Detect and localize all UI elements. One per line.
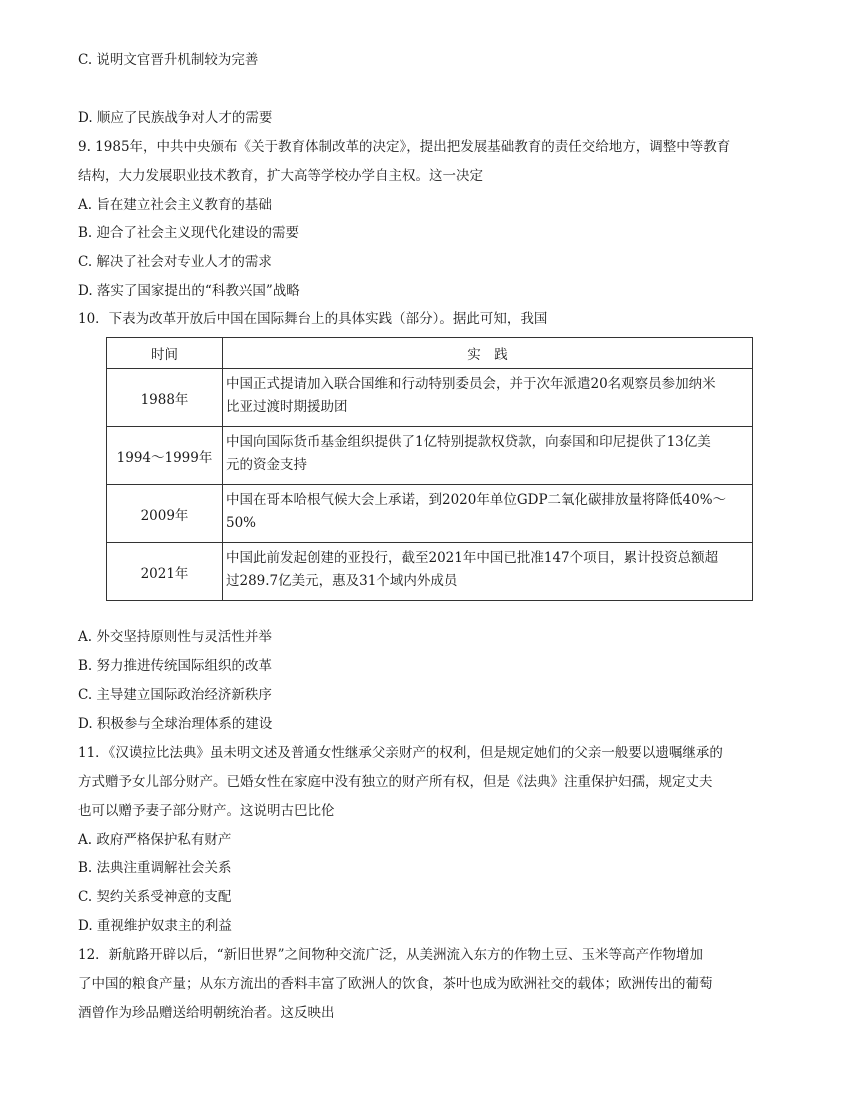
cell-line: 过289.7亿美元，惠及31个域内外成员 bbox=[226, 573, 458, 589]
table-cell-practice bbox=[223, 485, 753, 543]
q11-option-c: C. 契约关系受神意的支配 bbox=[78, 889, 232, 905]
q12-stem-line-2: 了中国的粮食产量；从东方流出的香料丰富了欧洲人的饮食，茶叶也成为欧洲社交的载体；欧洲传出的葡萄 bbox=[78, 976, 713, 992]
q8-option-d: D. 顺应了民族战争对人才的需要 bbox=[78, 110, 273, 126]
table-cell-practice bbox=[223, 427, 753, 485]
q11-stem-line-3: 也可以赠予妻子部分财产。这说明古巴比伦 bbox=[78, 803, 335, 819]
q10-option-c: C. 主导建立国际政治经济新秩序 bbox=[78, 687, 272, 703]
q9-option-d: D. 落实了国家提出的“科教兴国”战略 bbox=[78, 283, 300, 299]
q10-option-b: B. 努力推进传统国际组织的改革 bbox=[78, 658, 273, 674]
q10-option-d: D. 积极参与全球治理体系的建设 bbox=[78, 716, 273, 732]
cell-line: 元的资金支持 bbox=[226, 457, 307, 473]
cell-line: 中国在哥本哈根气候大会上承诺，到2020年单位GDP二氧化碳排放量将降低40%～ bbox=[226, 492, 727, 508]
q9-option-b: B. 迎合了社会主义现代化建设的需要 bbox=[78, 225, 300, 241]
table-cell-year: 1994～1999年 bbox=[107, 427, 223, 485]
cell-line: 中国此前发起创建的亚投行，截至2021年中国已批准147个项目，累计投资总额超 bbox=[226, 550, 719, 566]
q12-stem-line-1: 12．新航路开辟以后，“新旧世界”之间物种交流广泛，从美洲流入东方的作物土豆、玉米等高产作物增加 bbox=[78, 947, 703, 963]
q10-option-a: A. 外交坚持原则性与灵活性并举 bbox=[78, 629, 272, 645]
table-header-time: 时间 bbox=[107, 338, 223, 369]
q11-option-a: A. 政府严格保护私有财产 bbox=[78, 832, 232, 848]
cell-line: 中国向国际货币基金组织提供了1亿特别提款权贷款，向泰国和印尼提供了13亿美 bbox=[226, 434, 711, 450]
table-cell-year: 2021年 bbox=[107, 543, 223, 601]
q11-stem-line-2: 方式赠予女儿部分财产。已婚女性在家庭中没有独立的财产所有权，但是《法典》注重保护妇孺，规定丈夫 bbox=[78, 774, 713, 790]
table-cell-year: 2009年 bbox=[107, 485, 223, 543]
table-cell-year: 1988年 bbox=[107, 369, 223, 427]
q9-stem-line-2: 结构，大力发展职业技术教育，扩大高等学校办学自主权。这一决定 bbox=[78, 168, 483, 184]
q10-table bbox=[106, 337, 753, 601]
q10-stem: 10．下表为改革开放后中国在国际舞台上的具体实践（部分）。据此可知，我国 bbox=[78, 311, 548, 327]
cell-line: 比亚过渡时期援助团 bbox=[226, 399, 348, 415]
table-row bbox=[107, 369, 753, 427]
q11-stem-line-1: 11．《汉谟拉比法典》虽未明文述及普通女性继承父亲财产的权利，但是规定她们的父亲一般要以遗嘱继承的 bbox=[78, 745, 723, 761]
table-cell-practice bbox=[223, 369, 753, 427]
q9-option-c: C. 解决了社会对专业人才的需求 bbox=[78, 254, 272, 270]
q9-stem-line-1: 9. 1985年，中共中央颁布《关于教育体制改革的决定》，提出把发展基础教育的责任交给地方，调整中等教育 bbox=[78, 139, 731, 155]
cell-line: 中国正式提请加入联合国维和行动特别委员会，并于次年派遣20名观察员参加纳米 bbox=[226, 376, 716, 392]
cell-line: 50% bbox=[226, 515, 257, 531]
q11-option-b: B. 法典注重调解社会关系 bbox=[78, 860, 232, 876]
q8-option-c: C. 说明文官晋升机制较为完善 bbox=[78, 52, 259, 68]
table-header-row bbox=[107, 338, 753, 369]
table-header-practice: 实 践 bbox=[223, 338, 753, 369]
table-cell-practice bbox=[223, 543, 753, 601]
table-row bbox=[107, 543, 753, 601]
q9-option-a: A. 旨在建立社会主义教育的基础 bbox=[78, 197, 272, 213]
q11-option-d: D. 重视维护奴隶主的利益 bbox=[78, 918, 232, 934]
table-row bbox=[107, 427, 753, 485]
table-row bbox=[107, 485, 753, 543]
q12-stem-line-3: 酒曾作为珍品赠送给明朝统治者。这反映出 bbox=[78, 1005, 335, 1021]
